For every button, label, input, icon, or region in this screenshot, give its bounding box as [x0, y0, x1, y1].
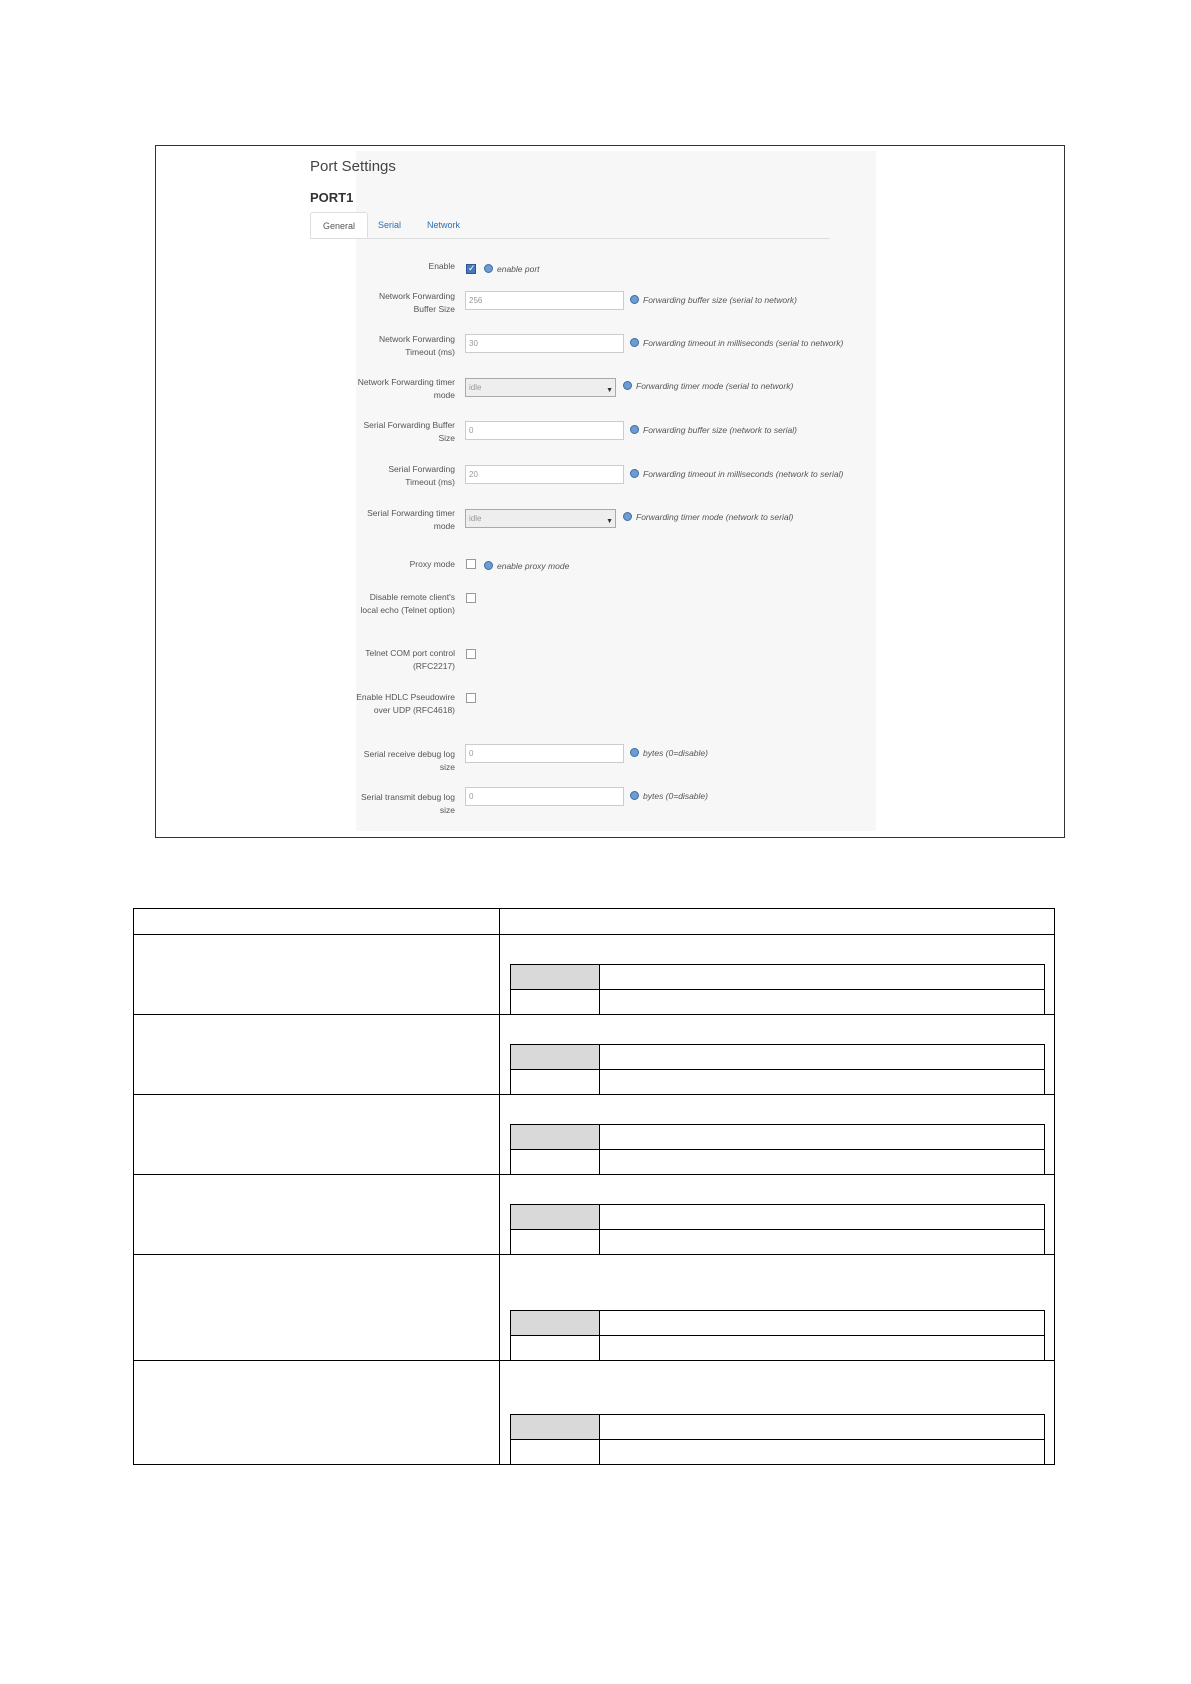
table-cell	[500, 1095, 1055, 1175]
value-subtable	[510, 1044, 1045, 1095]
help-icon	[630, 469, 639, 478]
table-cell	[134, 1095, 500, 1175]
page-title: Port Settings	[310, 158, 396, 175]
table-cell	[500, 1015, 1055, 1095]
proxy-label: Proxy mode	[409, 559, 455, 569]
table-cell	[134, 935, 500, 1015]
help-icon	[630, 338, 639, 347]
table-cell	[500, 1255, 1055, 1361]
value-subtable	[510, 1414, 1045, 1465]
help-icon	[630, 295, 639, 304]
sfbs-input[interactable]: 0	[465, 421, 624, 440]
proxy-checkbox[interactable]	[466, 559, 476, 569]
nfbs-label: Network Forwarding Buffer Size	[378, 291, 455, 314]
tab-serial[interactable]: Serial	[378, 220, 402, 230]
srx-hint: bytes (0=disable)	[630, 748, 708, 758]
help-icon	[630, 748, 639, 757]
nft-label: Network Forwarding Timeout (ms)	[378, 334, 455, 357]
chevron-down-icon: ▼	[606, 387, 613, 394]
sftm-hint: Forwarding timer mode (network to serial)	[623, 512, 793, 522]
table-cell	[500, 935, 1055, 1015]
help-icon	[630, 425, 639, 434]
value-subtable	[510, 1204, 1045, 1255]
table-row	[134, 1361, 1055, 1465]
table-cell	[134, 1361, 500, 1465]
tab-bar	[310, 212, 830, 239]
help-icon	[623, 381, 632, 390]
chevron-down-icon: ▼	[606, 518, 613, 525]
table-row	[134, 1255, 1055, 1361]
table-header-row	[134, 909, 1055, 935]
nftm-label: Network Forwarding timer mode	[357, 377, 455, 400]
stx-input[interactable]: 0	[465, 787, 624, 806]
table-row	[134, 1175, 1055, 1255]
hdlc-label: Enable HDLC Pseudowire over UDP (RFC4618)	[356, 692, 455, 715]
nft-input[interactable]: 30	[465, 334, 624, 353]
sft-input[interactable]: 20	[465, 465, 624, 484]
srx-input[interactable]: 0	[465, 744, 624, 763]
sftm-select[interactable]: idle ▼	[465, 509, 616, 528]
help-icon	[484, 561, 493, 570]
value-subtable	[510, 964, 1045, 1015]
help-icon	[630, 791, 639, 800]
nftm-select[interactable]: idle ▼	[465, 378, 616, 397]
table-cell	[134, 1175, 500, 1255]
tab-network[interactable]: Network	[427, 220, 461, 230]
nft-hint: Forwarding timeout in milliseconds (serial to network)	[630, 338, 843, 348]
table-row	[134, 1095, 1055, 1175]
table-cell	[500, 1175, 1055, 1255]
help-icon	[623, 512, 632, 521]
table-cell	[134, 1015, 500, 1095]
proxy-hint: enable proxy mode	[484, 561, 569, 571]
help-icon	[484, 264, 493, 273]
nfbs-input[interactable]: 256	[465, 291, 624, 310]
table-cell	[500, 1361, 1055, 1465]
parameter-table	[133, 908, 1055, 1465]
nfbs-hint: Forwarding buffer size (serial to network)	[630, 295, 797, 305]
sftm-label: Serial Forwarding timer mode	[367, 508, 455, 531]
tab-general[interactable]: General	[310, 212, 368, 238]
value-subtable	[510, 1124, 1045, 1175]
enable-label: Enable	[428, 261, 455, 271]
enable-hint: enable port	[484, 264, 540, 274]
stx-hint: bytes (0=disable)	[630, 791, 708, 801]
sfbs-label: Serial Forwarding Buffer Size	[363, 420, 455, 443]
table-row	[134, 935, 1055, 1015]
table-cell	[500, 909, 1055, 935]
echo-label: Disable remote client's local echo (Telnet option)	[360, 592, 455, 615]
hdlc-checkbox[interactable]	[466, 693, 476, 703]
enable-checkbox[interactable]	[466, 264, 476, 274]
sft-hint: Forwarding timeout in milliseconds (network to serial)	[630, 469, 843, 479]
port-heading: PORT1	[310, 190, 354, 205]
srx-label: Serial receive debug log size	[363, 749, 455, 772]
screenshot-frame	[155, 145, 1065, 838]
echo-checkbox[interactable]	[466, 593, 476, 603]
sfbs-hint: Forwarding buffer size (network to serial)	[630, 425, 797, 435]
table-cell	[134, 909, 500, 935]
telnet-checkbox[interactable]	[466, 649, 476, 659]
table-cell	[134, 1255, 500, 1361]
nftm-hint: Forwarding timer mode (serial to network)	[623, 381, 793, 391]
sft-label: Serial Forwarding Timeout (ms)	[388, 464, 455, 487]
table-row	[134, 1015, 1055, 1095]
value-subtable	[510, 1310, 1045, 1361]
settings-panel	[356, 151, 876, 831]
stx-label: Serial transmit debug log size	[360, 792, 455, 815]
telnet-label: Telnet COM port control (RFC2217)	[365, 648, 455, 671]
